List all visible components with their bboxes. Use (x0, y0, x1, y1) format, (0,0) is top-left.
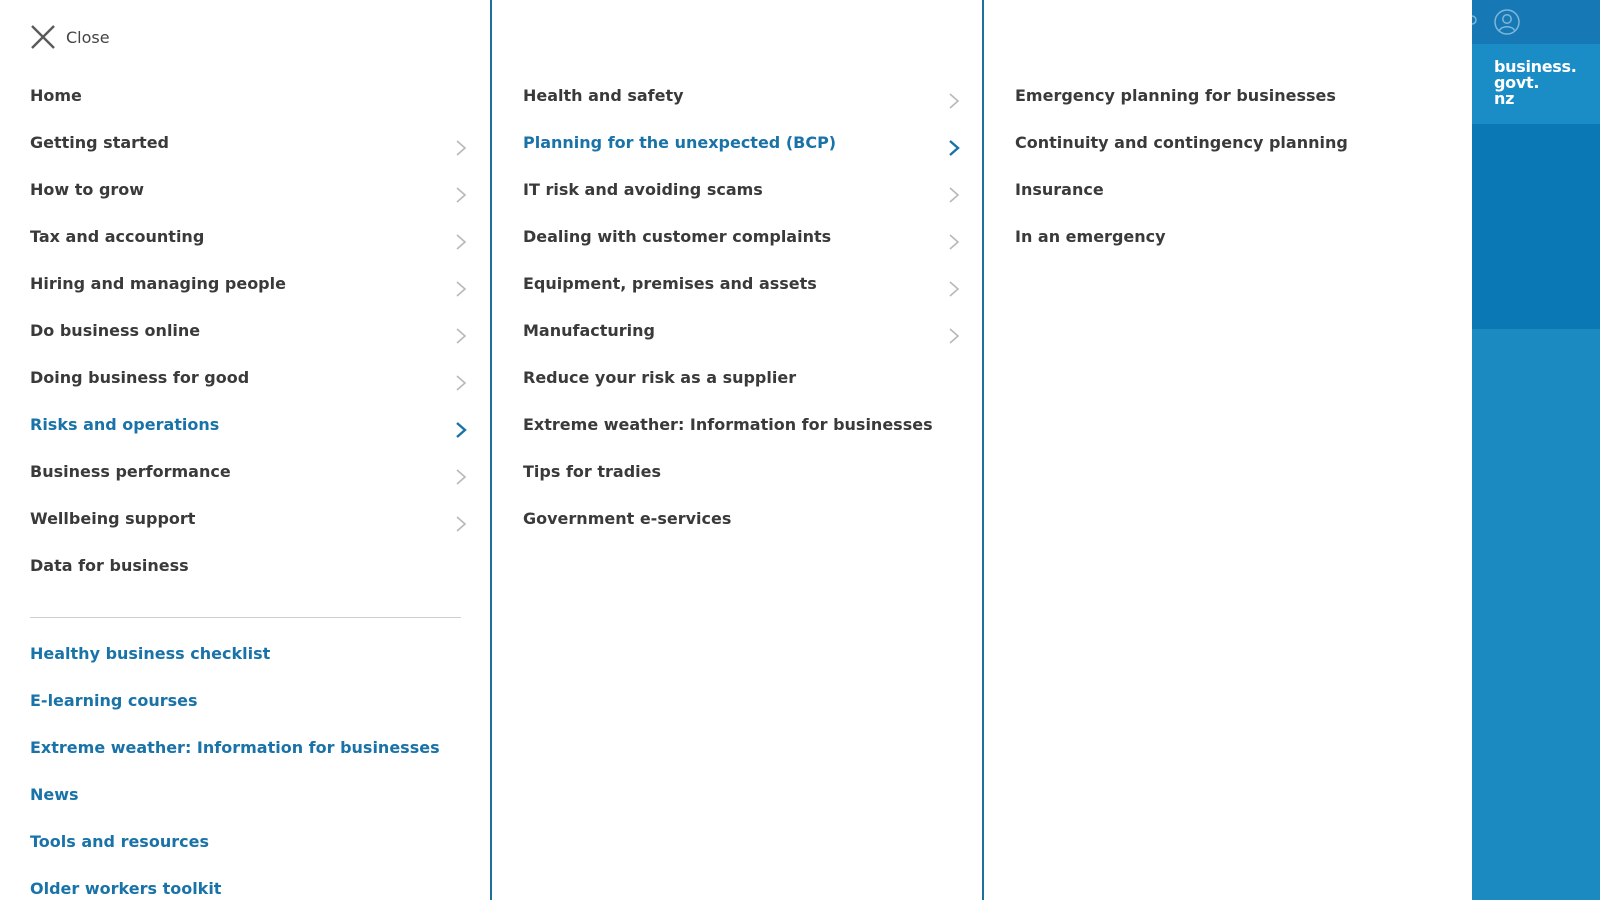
brand-logo[interactable] (1472, 44, 1600, 124)
level-2-menu-item[interactable] (523, 458, 982, 505)
level-2-menu-item[interactable] (523, 223, 982, 270)
quick-link[interactable]: News (30, 785, 79, 804)
level-3-menu-item-label: Emergency planning for businesses (1015, 86, 1336, 105)
level-1-menu-item-label: How to grow (30, 180, 145, 199)
close-label: Close (66, 27, 110, 47)
level-1-menu-item[interactable] (30, 458, 490, 505)
menu-divider (30, 617, 461, 618)
brand-line-1: business. (1494, 57, 1577, 76)
quick-link[interactable]: Older workers toolkit (30, 879, 222, 898)
level-1-menu-item[interactable] (30, 364, 490, 411)
level-1-menu-item-label: Doing business for good (30, 368, 250, 387)
level-2-menu-item-label: Tips for tradies (523, 462, 662, 481)
level-2-menu (523, 82, 982, 552)
menu-panel-level-2 (492, 0, 984, 900)
menu-panel-level-3 (984, 0, 1472, 900)
chevron-right-icon (947, 280, 961, 298)
level-1-menu-item-label: Hiring and managing people (30, 274, 286, 293)
level-2-menu-item[interactable] (523, 129, 982, 176)
quick-link[interactable]: Healthy business checklist (30, 644, 271, 663)
chevron-right-icon (454, 374, 468, 392)
close-button[interactable] (30, 24, 110, 50)
level-1-menu-item[interactable] (30, 82, 490, 129)
level-3-menu-item-label: Insurance (1015, 180, 1104, 199)
level-2-menu-item-label: Health and safety (523, 86, 684, 105)
level-1-menu-item[interactable] (30, 411, 490, 458)
level-1-menu-item[interactable] (30, 552, 490, 599)
level-2-menu-item[interactable] (523, 176, 982, 223)
level-3-menu-item-label: Continuity and contingency planning (1015, 133, 1348, 152)
level-2-menu-item-label: Reduce your risk as a supplier (523, 368, 797, 387)
user-account-icon[interactable] (1494, 9, 1520, 35)
level-2-menu-item-label: Equipment, premises and assets (523, 274, 817, 293)
level-1-menu (30, 82, 490, 599)
brand-line-2: govt. (1494, 73, 1540, 92)
chevron-right-icon (454, 515, 468, 533)
brand-logo-text (1494, 59, 1577, 107)
level-1-menu-item[interactable] (30, 176, 490, 223)
level-1-menu-item-label: Getting started (30, 133, 169, 152)
chevron-right-icon (454, 139, 468, 157)
level-2-menu-item-label: IT risk and avoiding scams (523, 180, 763, 199)
level-2-menu-item[interactable] (523, 364, 982, 411)
quick-link[interactable]: E-learning courses (30, 691, 198, 710)
chevron-right-icon (947, 233, 961, 251)
level-1-menu-item[interactable] (30, 505, 490, 552)
chevron-right-icon (947, 327, 961, 345)
level-2-menu-item-label: Manufacturing (523, 321, 655, 340)
chevron-right-icon (454, 233, 468, 251)
level-3-menu-item[interactable] (1015, 129, 1472, 176)
level-3-menu-item[interactable] (1015, 82, 1472, 129)
level-1-menu-item-label: Tax and accounting (30, 227, 205, 246)
quick-links (30, 640, 440, 922)
level-1-menu-item[interactable] (30, 270, 490, 317)
level-1-menu-item-label: Risks and operations (30, 415, 220, 434)
level-3-menu-item-label: In an emergency (1015, 227, 1166, 246)
level-3-menu-item[interactable] (1015, 176, 1472, 223)
search-icon[interactable] (1472, 12, 1478, 30)
level-1-menu-item[interactable] (30, 129, 490, 176)
level-1-menu-item[interactable] (30, 223, 490, 270)
chevron-right-icon (454, 468, 468, 486)
level-1-menu-item-label: Wellbeing support (30, 509, 196, 528)
chevron-right-icon (454, 186, 468, 204)
page-background (1472, 0, 1600, 900)
level-2-menu-item[interactable] (523, 505, 982, 552)
level-2-menu-item[interactable] (523, 317, 982, 364)
level-1-menu-item-label: Data for business (30, 556, 189, 575)
level-2-menu-item-label: Extreme weather: Information for businesses (523, 415, 933, 434)
level-1-menu-item-label: Do business online (30, 321, 201, 340)
chevron-right-icon (454, 421, 468, 439)
level-2-menu-item-label: Planning for the unexpected (BCP) (523, 133, 837, 152)
chevron-right-icon (454, 280, 468, 298)
level-2-menu-item[interactable] (523, 270, 982, 317)
chevron-right-icon (947, 92, 961, 110)
level-3-menu-item[interactable] (1015, 223, 1472, 270)
quick-link[interactable]: Extreme weather: Information for businesses (30, 738, 440, 757)
menu-panel-level-1 (0, 0, 492, 900)
level-2-menu-item[interactable] (523, 411, 982, 458)
level-3-menu (1015, 82, 1472, 270)
chevron-right-icon (947, 139, 961, 157)
quick-link[interactable]: Tools and resources (30, 832, 209, 851)
chevron-right-icon (947, 186, 961, 204)
chevron-right-icon (454, 327, 468, 345)
level-2-menu-item-label: Government e-services (523, 509, 732, 528)
header-bar (1472, 0, 1600, 44)
level-1-menu-item-label: Home (30, 86, 82, 105)
level-1-menu-item[interactable] (30, 317, 490, 364)
level-2-menu-item-label: Dealing with customer complaints (523, 227, 832, 246)
level-2-menu-item[interactable] (523, 82, 982, 129)
brand-line-3: nz (1494, 89, 1515, 108)
close-icon (30, 24, 56, 50)
level-1-menu-item-label: Business performance (30, 462, 231, 481)
